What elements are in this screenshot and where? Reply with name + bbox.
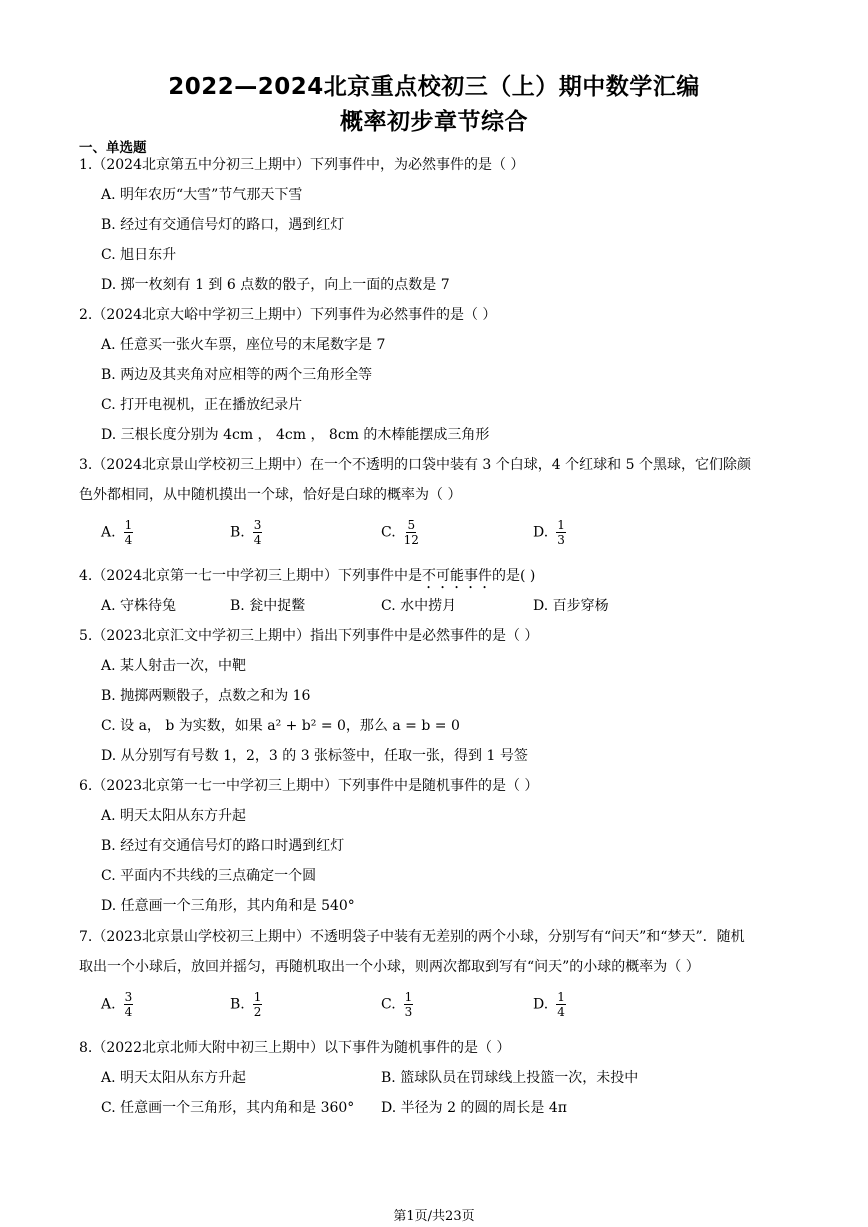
question-6-option-c: C. 平面内不共线的三点确定一个圆 xyxy=(101,868,317,884)
question-3-option-a: A. $\frac{1}{4}$ xyxy=(101,518,133,547)
page-footer: 第1页/共23页 xyxy=(393,1209,475,1224)
page-subtitle: 概率初步章节综合 xyxy=(340,109,528,135)
section-heading: 一、单选题 xyxy=(79,140,147,156)
question-1-option-c: C. 旭日东升 xyxy=(101,247,177,263)
question-2-stem: 2.（2024北京大峪中学初三上期中）下列事件为必然事件的是（ ） xyxy=(79,307,497,323)
question-4-option-a: A. 守株待兔 xyxy=(101,598,177,614)
question-6-option-a: A. 明天太阳从东方升起 xyxy=(101,808,247,824)
question-2-option-c: C. 打开电视机，正在播放纪录片 xyxy=(101,397,303,413)
question-7-option-b: B. $\frac{1}{2}$ xyxy=(230,990,262,1019)
question-2-option-b: B. 两边及其夹角对应相等的两个三角形全等 xyxy=(101,367,373,383)
question-3-option-c: C. $\frac{5}{12}$ xyxy=(381,518,419,547)
question-6-option-d: D. 任意画一个三角形，其内角和是 540° xyxy=(101,898,355,914)
question-8-stem: 8.（2022北京北师大附中初三上期中）以下事件为随机事件的是（ ） xyxy=(79,1040,511,1056)
question-8-option-b: B. 篮球队员在罚球线上投篮一次，未投中 xyxy=(381,1070,639,1086)
question-2-option-a: A. 任意买一张火车票，座位号的末尾数字是 7 xyxy=(101,337,386,353)
question-5-option-a: A. 某人射击一次，中靶 xyxy=(101,658,247,674)
emphasis-text: 不可能事件 xyxy=(422,568,492,584)
question-3-stem-line2: 色外都相同，从中随机摸出一个球，恰好是白球的概率为（ ） xyxy=(79,487,462,503)
question-7-stem-line2: 取出一个小球后，放回并摇匀，再随机取出一个小球，则两次都取到写有“问天”的小球的概率为（ ） xyxy=(79,959,700,975)
question-4-option-c: C. 水中捞月 xyxy=(381,598,457,614)
question-8-option-a: A. 明天太阳从东方升起 xyxy=(101,1070,247,1086)
question-7-option-c: C. $\frac{1}{3}$ xyxy=(381,990,413,1019)
question-5-stem: 5.（2023北京汇文中学初三上期中）指出下列事件中是必然事件的是（ ） xyxy=(79,628,539,644)
question-2-option-d: D. 三根长度分别为 4cm ， 4cm ， 8cm 的木棒能摆成三角形 xyxy=(101,427,490,443)
question-1-option-d: D. 掷一枚刻有 1 到 6 点数的骰子，向上一面的点数是 7 xyxy=(101,277,450,293)
question-3-option-d: D. $\frac{1}{3}$ xyxy=(533,518,565,547)
question-6-option-b: B. 经过有交通信号灯的路口时遇到红灯 xyxy=(101,838,345,854)
question-6-stem: 6.（2023北京第一七一中学初三上期中）下列事件中是随机事件的是（ ） xyxy=(79,778,539,794)
question-5-option-d: D. 从分别写有号数 1，2，3 的 3 张标签中，任取一张，得到 1 号签 xyxy=(101,748,528,764)
question-3-stem-line1: 3.（2024北京景山学校初三上期中）在一个不透明的口袋中装有 3 个白球，4 个红球和 5 个黑球，它们除颜 xyxy=(79,457,751,473)
question-4-stem: 4.（2024北京第一七一中学初三上期中）下列事件中是不可能事件的是( ) xyxy=(79,568,536,584)
question-1-option-a: A. 明年农历“大雪”节气那天下雪 xyxy=(101,187,303,203)
question-7-stem-line1: 7.（2023北京景山学校初三上期中）不透明袋子中装有无差别的两个小球，分别写有“问天”和“梦天”．随机 xyxy=(79,929,745,945)
question-5-option-b: B. 抛掷两颗骰子，点数之和为 16 xyxy=(101,688,311,704)
question-8-option-c: C. 任意画一个三角形，其内角和是 360° xyxy=(101,1100,355,1116)
page-title: 2022—2024北京重点校初三（上）期中数学汇编 xyxy=(168,74,700,100)
question-7-option-d: D. $\frac{1}{4}$ xyxy=(533,990,565,1019)
question-4-option-d: D. 百步穿杨 xyxy=(533,598,609,614)
question-7-option-a: A. $\frac{3}{4}$ xyxy=(101,990,133,1019)
question-1-option-b: B. 经过有交通信号灯的路口，遇到红灯 xyxy=(101,217,345,233)
question-1-stem: 1.（2024北京第五中分初三上期中）下列事件中，为必然事件的是（ ） xyxy=(79,157,525,173)
question-8-option-d: D. 半径为 2 的圆的周长是 4π xyxy=(381,1100,567,1116)
question-4-option-b: B. 瓮中捉鳖 xyxy=(230,598,306,614)
question-5-option-c: C. 设 a， b 为实数，如果 a² + b² = 0，那么 a = b = 0 xyxy=(101,718,460,734)
question-3-option-b: B. $\frac{3}{4}$ xyxy=(230,518,262,547)
